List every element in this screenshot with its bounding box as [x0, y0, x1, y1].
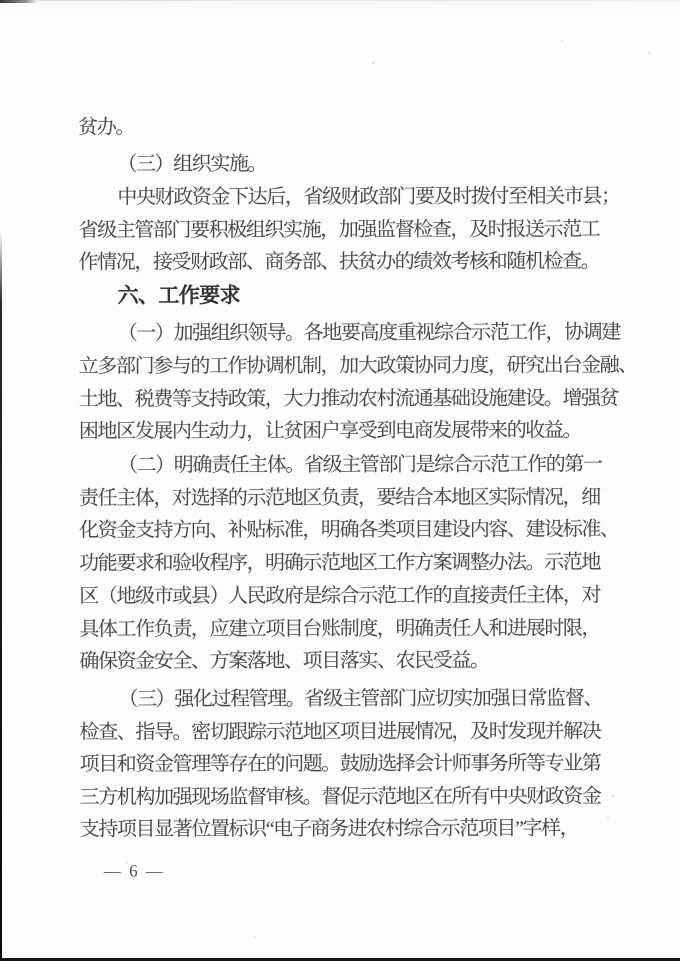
text-line: 确保资金安全、方案落地、项目落实、农民受益。 — [79, 649, 489, 673]
text-line: 责任主体，对选择的示范地区负责，要结合本地区实际情况，细 — [79, 486, 600, 510]
text-line: 贫办。 — [78, 116, 135, 139]
text-line: 三方机构加强现场监督审核。督促示范地区在所有中央财政资金 — [79, 785, 601, 809]
text-line: 功能要求和验收程序，明确示范地区工作方案调整办法。示范地 — [79, 551, 601, 575]
text-line-paragraph-start: （一）加强组织领导。各地要高度重视综合示范工作，协调建 — [117, 321, 620, 345]
text-line-paragraph-start: 中央财政资金下达后，省级财政部门要及时拨付至相关市县； — [117, 185, 620, 209]
section-heading: 六、工作要求 — [117, 284, 241, 308]
text-line-paragraph-start: （二）明确责任主体。省级主管部门是综合示范工作的第一 — [117, 453, 602, 477]
text-line: 项目和资金管理等存在的问题。鼓励选择会计师事务所等专业第 — [79, 752, 601, 776]
text-line: 检查、指导。密切跟踪示范地区项目进展情况，及时发现并解决 — [79, 720, 601, 744]
text-line: 作情况，接受财政部、商务部、扶贫办的绩效考核和随机检查。 — [78, 250, 600, 274]
text-line: 具体工作负责，应建立项目台账制度，明确责任人和进展时限， — [79, 617, 601, 641]
text-line-paragraph-start: （三）强化过程管理。省级主管部门应切实加强日常监督、 — [118, 687, 603, 711]
text-line-paragraph-start: （三）组织实施。 — [117, 153, 267, 176]
text-line: 省级主管部门要积极组织实施，加强监督检查，及时报送示范工 — [78, 218, 600, 242]
text-line: 立多部门参与的工作协调机制，加大政策协同力度，研究出台金融、 — [78, 354, 637, 378]
page-number: — 6 — — [103, 861, 165, 881]
text-line: 土地、税费等支持政策，大力推动农村流通基础设施建设。增强贫 — [78, 387, 619, 411]
text-line: 化资金支持方向、补贴标准，明确各类项目建设内容、建设标准、 — [79, 518, 619, 542]
text-line: 支持项目显著位置标识“电子商务进农村综合示范项目”字样， — [79, 817, 579, 841]
text-line: 困地区发展内生动力，让贫困户享受到电商发展带来的收益。 — [78, 419, 582, 443]
text-line: 区（地级市或县）人民政府是综合示范工作的直接责任主体，对 — [79, 584, 601, 608]
